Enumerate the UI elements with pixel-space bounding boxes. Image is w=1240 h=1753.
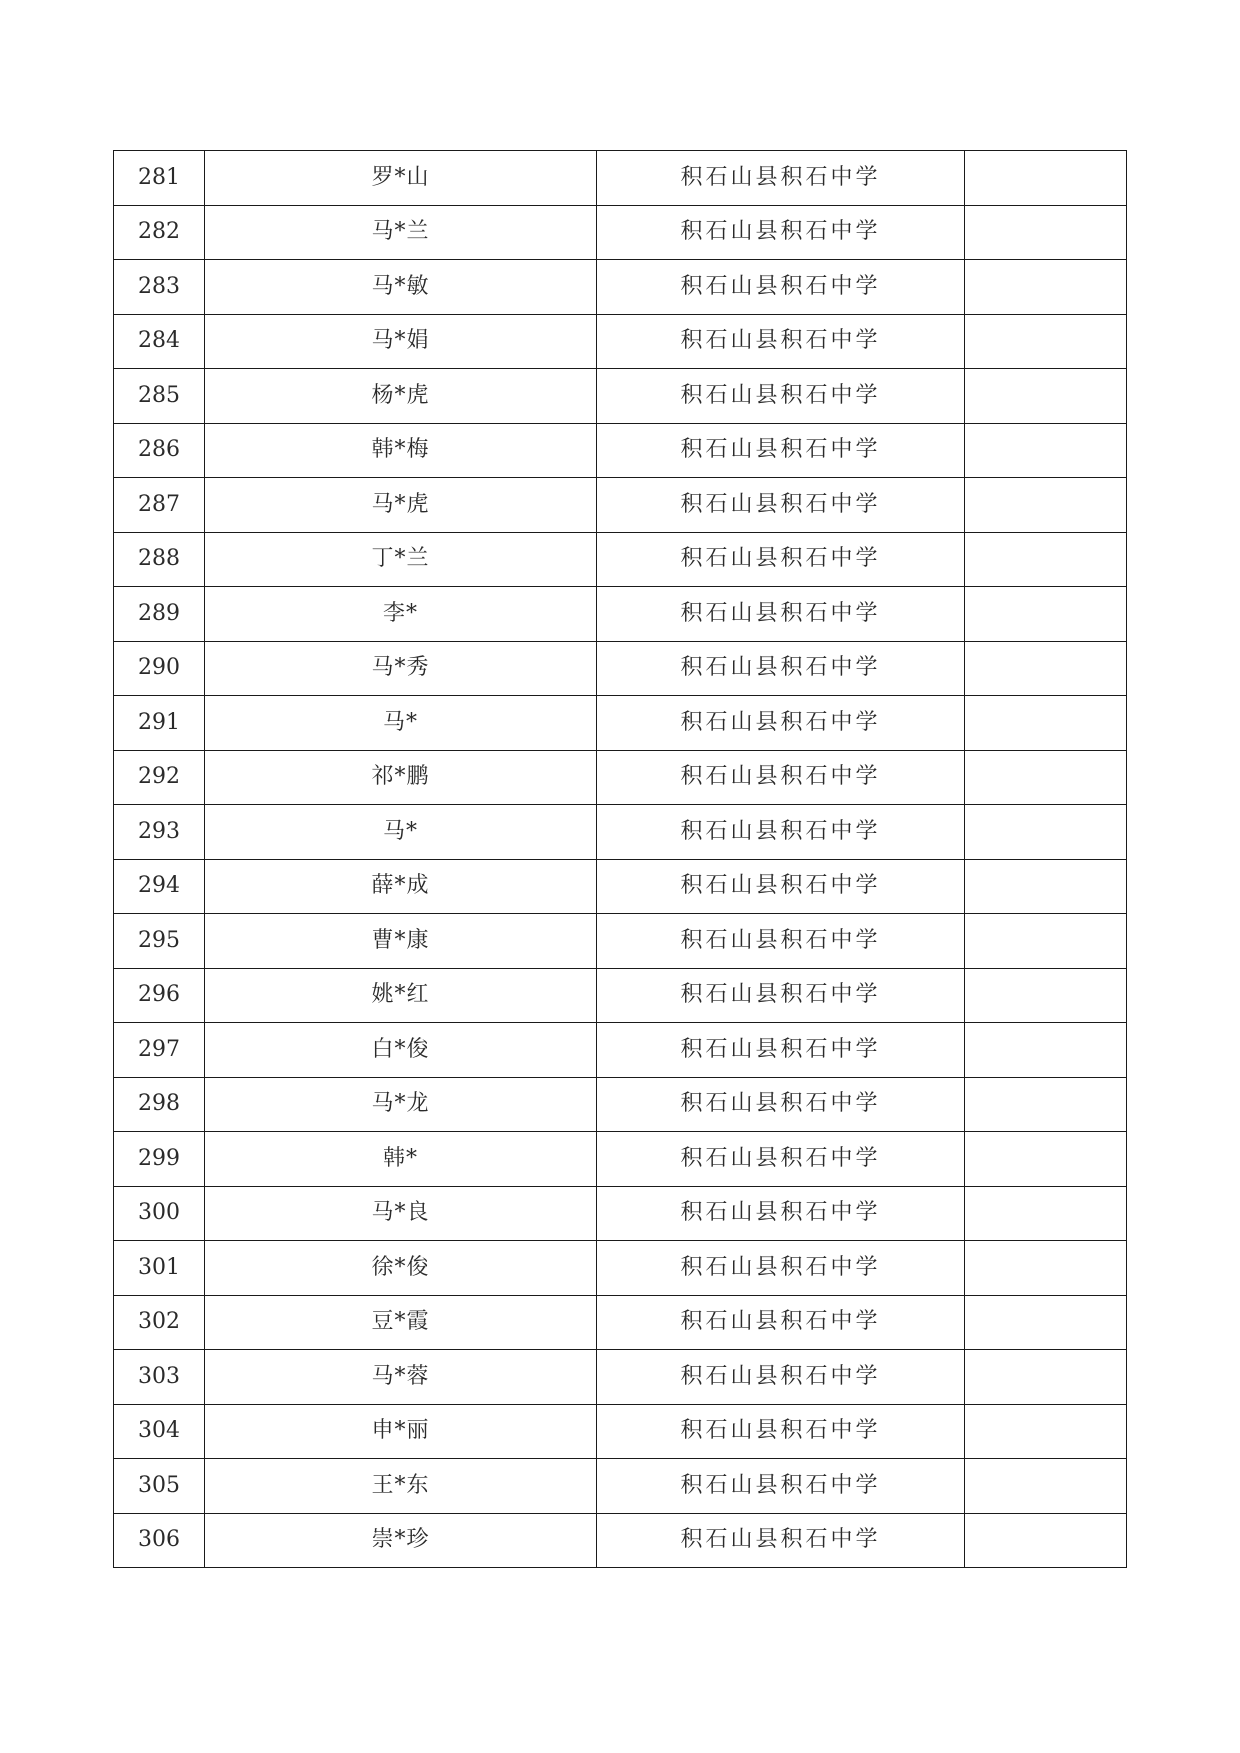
remark-cell [965, 205, 1127, 260]
school-name: 积石山县积石中学 [597, 641, 965, 696]
school-name: 积石山县积石中学 [597, 587, 965, 642]
remark-cell [965, 805, 1127, 860]
row-number: 291 [114, 696, 205, 751]
student-name: 薛*成 [205, 859, 597, 914]
school-name: 积石山县积石中学 [597, 1295, 965, 1350]
table-row [114, 532, 1127, 587]
table-row [114, 1077, 1127, 1132]
remark-cell [965, 641, 1127, 696]
student-name: 马*虎 [205, 478, 597, 533]
student-name: 曹*康 [205, 914, 597, 969]
student-name: 崇*珍 [205, 1513, 597, 1568]
row-number: 300 [114, 1186, 205, 1241]
school-name: 积石山县积石中学 [597, 423, 965, 478]
row-number: 301 [114, 1241, 205, 1296]
row-number: 296 [114, 968, 205, 1023]
row-number: 302 [114, 1295, 205, 1350]
remark-cell [965, 750, 1127, 805]
student-name: 马* [205, 696, 597, 751]
student-name: 豆*霞 [205, 1295, 597, 1350]
remark-cell [965, 423, 1127, 478]
student-name: 申*丽 [205, 1404, 597, 1459]
row-number: 290 [114, 641, 205, 696]
school-name: 积石山县积石中学 [597, 696, 965, 751]
table-row [114, 260, 1127, 315]
table-row [114, 1459, 1127, 1514]
student-name: 马*秀 [205, 641, 597, 696]
school-name: 积石山县积石中学 [597, 1241, 965, 1296]
table-row [114, 750, 1127, 805]
remark-cell [965, 1459, 1127, 1514]
row-number: 282 [114, 205, 205, 260]
remark-cell [965, 314, 1127, 369]
student-name: 杨*虎 [205, 369, 597, 424]
remark-cell [965, 859, 1127, 914]
student-name: 马*兰 [205, 205, 597, 260]
table-row [114, 859, 1127, 914]
remark-cell [965, 1023, 1127, 1078]
student-name: 李* [205, 587, 597, 642]
row-number: 303 [114, 1350, 205, 1405]
table-row [114, 968, 1127, 1023]
remark-cell [965, 1295, 1127, 1350]
table-row [114, 805, 1127, 860]
row-number: 283 [114, 260, 205, 315]
student-name: 马*良 [205, 1186, 597, 1241]
student-name: 马*敏 [205, 260, 597, 315]
row-number: 294 [114, 859, 205, 914]
table-row [114, 587, 1127, 642]
table-row [114, 1513, 1127, 1568]
student-name: 丁*兰 [205, 532, 597, 587]
student-name: 王*东 [205, 1459, 597, 1514]
student-name: 马* [205, 805, 597, 860]
row-number: 305 [114, 1459, 205, 1514]
table-row [114, 423, 1127, 478]
remark-cell [965, 1241, 1127, 1296]
school-name: 积石山县积石中学 [597, 1513, 965, 1568]
row-number: 286 [114, 423, 205, 478]
school-name: 积石山县积石中学 [597, 914, 965, 969]
student-name: 徐*俊 [205, 1241, 597, 1296]
school-name: 积石山县积石中学 [597, 151, 965, 206]
table-row [114, 314, 1127, 369]
school-name: 积石山县积石中学 [597, 205, 965, 260]
remark-cell [965, 1513, 1127, 1568]
row-number: 299 [114, 1132, 205, 1187]
remark-cell [965, 968, 1127, 1023]
row-number: 285 [114, 369, 205, 424]
school-name: 积石山县积石中学 [597, 968, 965, 1023]
school-name: 积石山县积石中学 [597, 1186, 965, 1241]
remark-cell [965, 1404, 1127, 1459]
table-row [114, 1350, 1127, 1405]
student-name: 姚*红 [205, 968, 597, 1023]
table-row [114, 1023, 1127, 1078]
row-number: 281 [114, 151, 205, 206]
student-name: 白*俊 [205, 1023, 597, 1078]
school-name: 积石山县积石中学 [597, 1077, 965, 1132]
student-name: 马*龙 [205, 1077, 597, 1132]
row-number: 295 [114, 914, 205, 969]
school-name: 积石山县积石中学 [597, 805, 965, 860]
row-number: 292 [114, 750, 205, 805]
school-name: 积石山县积石中学 [597, 260, 965, 315]
school-name: 积石山县积石中学 [597, 478, 965, 533]
student-name: 祁*鹏 [205, 750, 597, 805]
school-name: 积石山县积石中学 [597, 532, 965, 587]
table-row [114, 1404, 1127, 1459]
row-number: 297 [114, 1023, 205, 1078]
school-name: 积石山县积石中学 [597, 369, 965, 424]
row-number: 288 [114, 532, 205, 587]
row-number: 304 [114, 1404, 205, 1459]
table-row [114, 478, 1127, 533]
row-number: 289 [114, 587, 205, 642]
remark-cell [965, 1132, 1127, 1187]
row-number: 293 [114, 805, 205, 860]
table-row [114, 1132, 1127, 1187]
remark-cell [965, 1077, 1127, 1132]
table-row [114, 369, 1127, 424]
table-row [114, 696, 1127, 751]
remark-cell [965, 1350, 1127, 1405]
remark-cell [965, 914, 1127, 969]
school-name: 积石山县积石中学 [597, 859, 965, 914]
row-number: 284 [114, 314, 205, 369]
school-name: 积石山县积石中学 [597, 750, 965, 805]
table-row [114, 1186, 1127, 1241]
remark-cell [965, 696, 1127, 751]
school-name: 积石山县积石中学 [597, 1404, 965, 1459]
student-name: 韩* [205, 1132, 597, 1187]
row-number: 306 [114, 1513, 205, 1568]
table-row [114, 1241, 1127, 1296]
remark-cell [965, 260, 1127, 315]
remark-cell [965, 1186, 1127, 1241]
row-number: 298 [114, 1077, 205, 1132]
student-name: 马*蓉 [205, 1350, 597, 1405]
remark-cell [965, 478, 1127, 533]
row-number: 287 [114, 478, 205, 533]
table-row [114, 205, 1127, 260]
roster-table [113, 150, 1127, 1568]
remark-cell [965, 532, 1127, 587]
school-name: 积石山县积石中学 [597, 1350, 965, 1405]
remark-cell [965, 369, 1127, 424]
roster-body [114, 151, 1127, 1568]
school-name: 积石山县积石中学 [597, 314, 965, 369]
table-row [114, 151, 1127, 206]
table-row [114, 1295, 1127, 1350]
remark-cell [965, 151, 1127, 206]
table-row [114, 914, 1127, 969]
student-name: 马*娟 [205, 314, 597, 369]
table-row [114, 641, 1127, 696]
school-name: 积石山县积石中学 [597, 1132, 965, 1187]
remark-cell [965, 587, 1127, 642]
school-name: 积石山县积石中学 [597, 1023, 965, 1078]
student-name: 韩*梅 [205, 423, 597, 478]
school-name: 积石山县积石中学 [597, 1459, 965, 1514]
student-name: 罗*山 [205, 151, 597, 206]
